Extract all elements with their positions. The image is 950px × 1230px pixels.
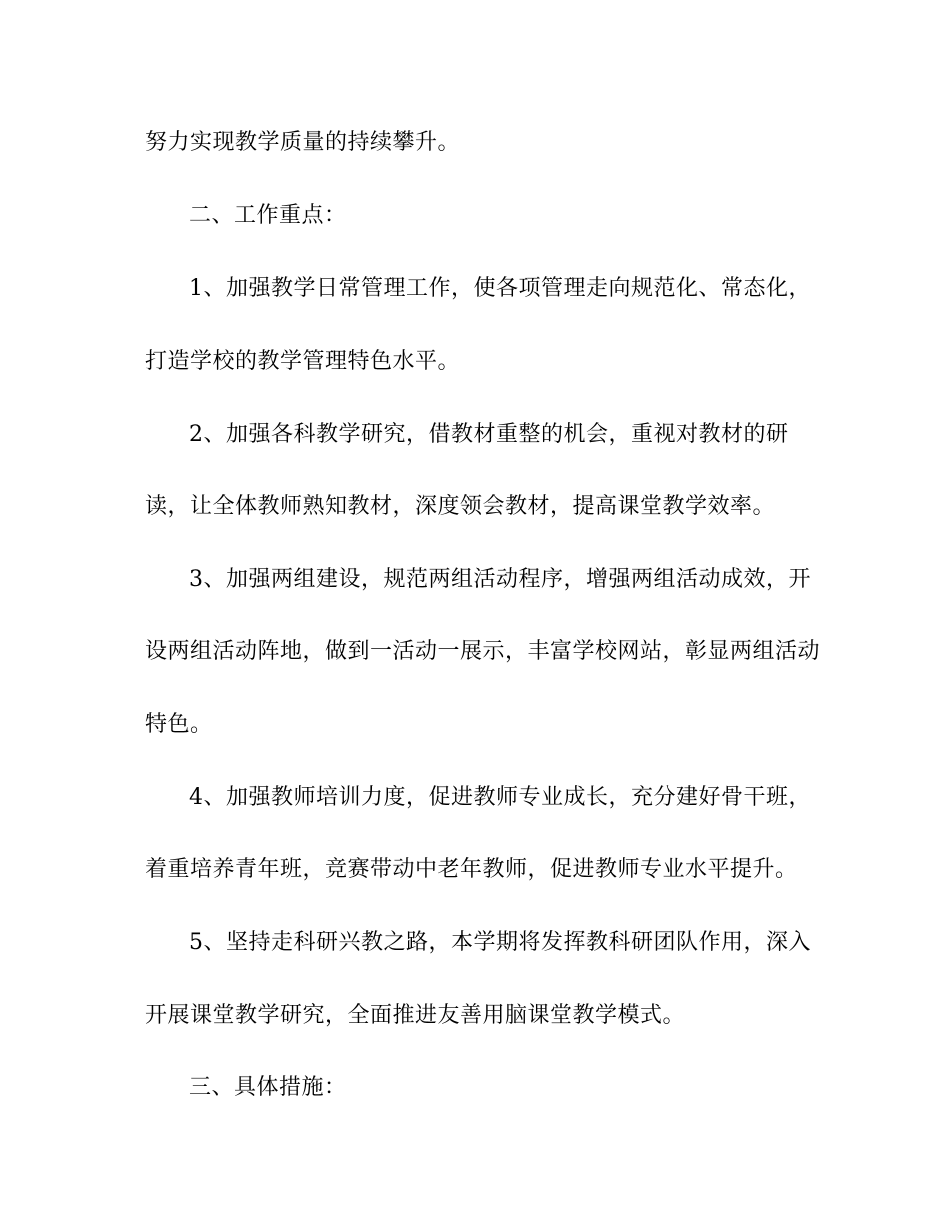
text-line: 1、加强教学日常管理工作，使各项管理走向规范化、常态化， bbox=[189, 276, 811, 301]
text-line: 打造学校的教学管理特色水平。 bbox=[145, 349, 461, 374]
section-heading: 三、具体措施： bbox=[189, 1075, 347, 1100]
text-line: 3、加强两组建设，规范两组活动程序，增强两组活动成效，开 bbox=[189, 567, 811, 592]
text-line: 2、加强各科教学研究，借教材重整的机会，重视对教材的研 bbox=[189, 422, 789, 447]
text-line: 设两组活动阵地，做到一活动一展示，丰富学校网站，彰显两组活动 bbox=[145, 639, 821, 664]
text-line: 着重培养青年班，竞赛带动中老年教师，促进教师专业水平提升。 bbox=[145, 857, 798, 882]
text-line: 开展课堂教学研究，全面推进友善用脑课堂教学模式。 bbox=[145, 1003, 686, 1028]
text-line: 4、加强教师培训力度，促进教师专业成长，充分建好骨干班， bbox=[189, 785, 811, 810]
text-line: 读，让全体教师熟知教材，深度领会教材，提高课堂教学效率。 bbox=[145, 494, 776, 519]
section-heading: 二、工作重点： bbox=[189, 203, 347, 228]
text-line: 努力实现教学质量的持续攀升。 bbox=[145, 130, 461, 155]
text-line: 特色。 bbox=[145, 712, 213, 737]
text-line: 5、坚持走科研兴教之路，本学期将发挥教科研团队作用，深入 bbox=[189, 930, 811, 955]
